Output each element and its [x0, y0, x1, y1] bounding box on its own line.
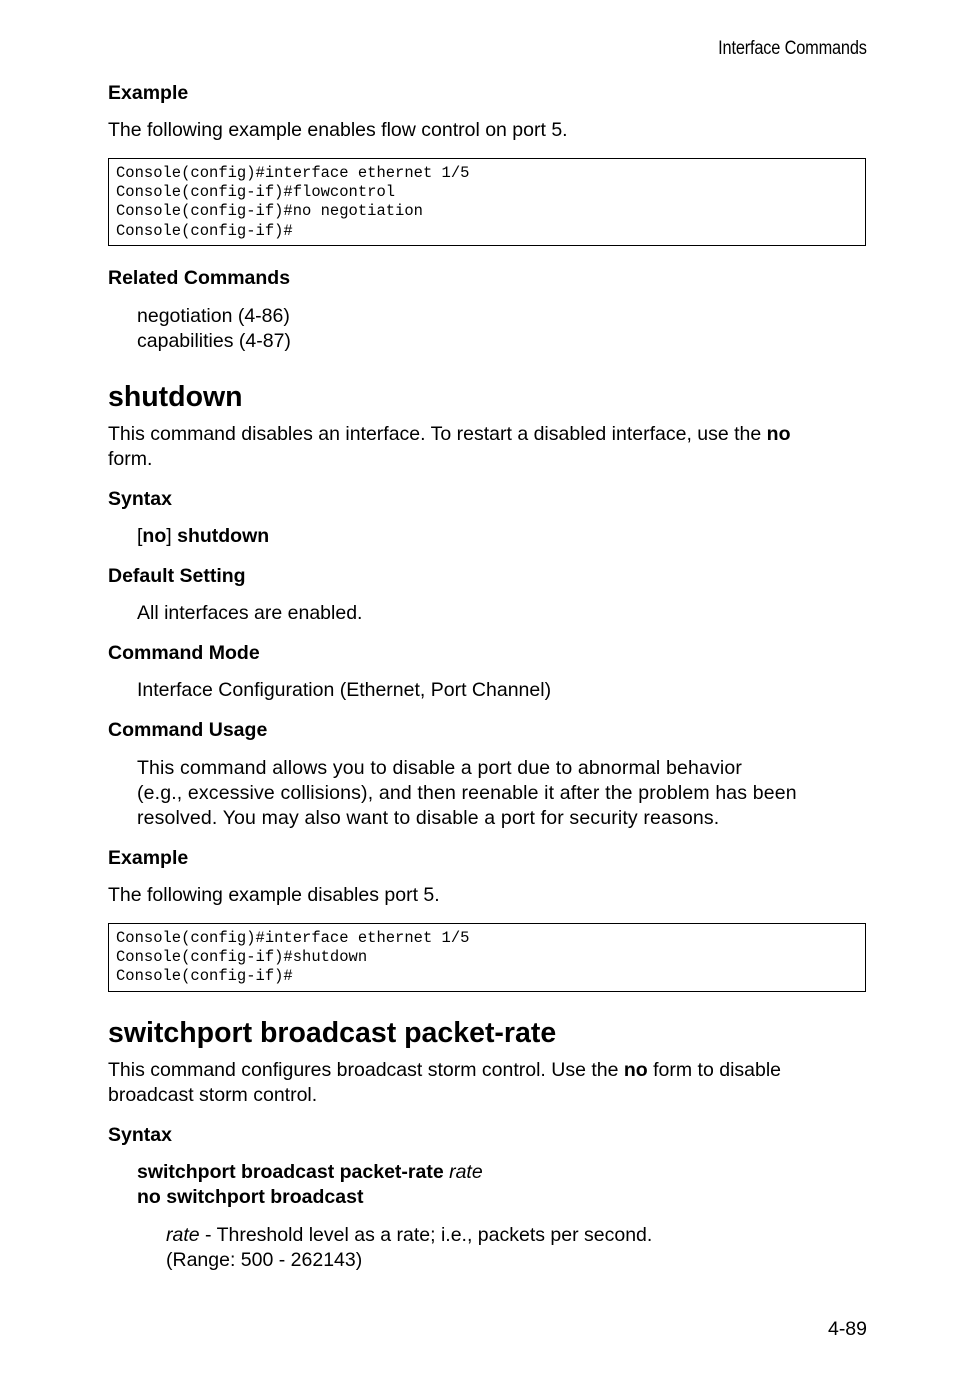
- related-commands-heading: Related Commands: [108, 267, 291, 289]
- code-line: Console(config-if)#flowcontrol: [116, 183, 396, 202]
- syntax-param: rate: [449, 1161, 483, 1183]
- code-line: Console(config-if)#: [116, 967, 293, 986]
- example-heading: Example: [108, 847, 189, 869]
- example-text: The following example disables port 5.: [108, 884, 440, 906]
- running-header: Interface Commands: [718, 38, 867, 59]
- code-line: Console(config-if)#no negotiation: [116, 202, 423, 221]
- param-rate: [166, 1223, 652, 1248]
- desc-text: form to disable: [647, 1059, 782, 1081]
- code-line: Console(config)#interface ethernet 1/5: [116, 164, 470, 182]
- broadcast-syntax-line2: no switchport broadcast: [137, 1186, 364, 1208]
- shutdown-description-line2: form.: [108, 448, 153, 470]
- default-setting-heading: Default Setting: [108, 565, 246, 587]
- syntax-heading: Syntax: [108, 488, 172, 510]
- example-heading: Example: [108, 82, 189, 104]
- shutdown-syntax: [137, 524, 269, 549]
- syntax-bracket: ]: [166, 525, 178, 547]
- syntax-command: switchport broadcast packet-rate: [137, 1161, 450, 1183]
- syntax-no: no: [142, 525, 167, 547]
- command-usage-heading: Command Usage: [108, 719, 268, 741]
- code-block-flowcontrol: [108, 158, 866, 246]
- broadcast-syntax-line1: [137, 1160, 483, 1185]
- param-name: rate: [166, 1224, 200, 1246]
- syntax-heading: Syntax: [108, 1124, 172, 1146]
- desc-text: This command configures broadcast storm control. Use the: [108, 1059, 624, 1081]
- command-mode-heading: Command Mode: [108, 642, 260, 664]
- usage-line: This command allows you to disable a port due to abnormal behavior: [137, 757, 742, 779]
- broadcast-description-line1: [108, 1058, 781, 1083]
- broadcast-title: switchport broadcast packet-rate: [108, 1017, 557, 1049]
- command-mode-text: Interface Configuration (Ethernet, Port Channel): [137, 679, 552, 701]
- broadcast-description-line2: broadcast storm control.: [108, 1084, 318, 1106]
- usage-line: (e.g., excessive collisions), and then reenable it after the problem has been: [137, 782, 797, 804]
- related-item-capabilities: capabilities (4-87): [137, 330, 291, 352]
- shutdown-title: shutdown: [108, 381, 243, 413]
- default-setting-text: All interfaces are enabled.: [137, 602, 363, 624]
- syntax-bracket: [: [137, 525, 143, 547]
- code-line: Console(config-if)#: [116, 221, 293, 240]
- desc-bold-no: no: [766, 423, 791, 445]
- code-block-shutdown: [108, 923, 866, 992]
- code-line: Console(config-if)#shutdown: [116, 948, 368, 967]
- page-number: 4-89: [827, 1318, 867, 1340]
- syntax-command: shutdown: [177, 525, 270, 547]
- desc-bold-no: no: [623, 1059, 648, 1081]
- desc-text: This command disables an interface. To restart a disabled interface, use the: [108, 423, 767, 445]
- param-desc: - Threshold level as a rate; i.e., packets per second.: [199, 1224, 653, 1246]
- example-text: The following example enables flow control on port 5.: [108, 119, 568, 141]
- related-item-negotiation: negotiation (4-86): [137, 305, 290, 327]
- shutdown-description-line1: [108, 422, 791, 447]
- param-range: (Range: 500 - 262143): [166, 1249, 363, 1271]
- code-line: Console(config)#interface ethernet 1/5: [116, 929, 470, 947]
- usage-line: resolved. You may also want to disable a port for security reasons.: [137, 807, 720, 829]
